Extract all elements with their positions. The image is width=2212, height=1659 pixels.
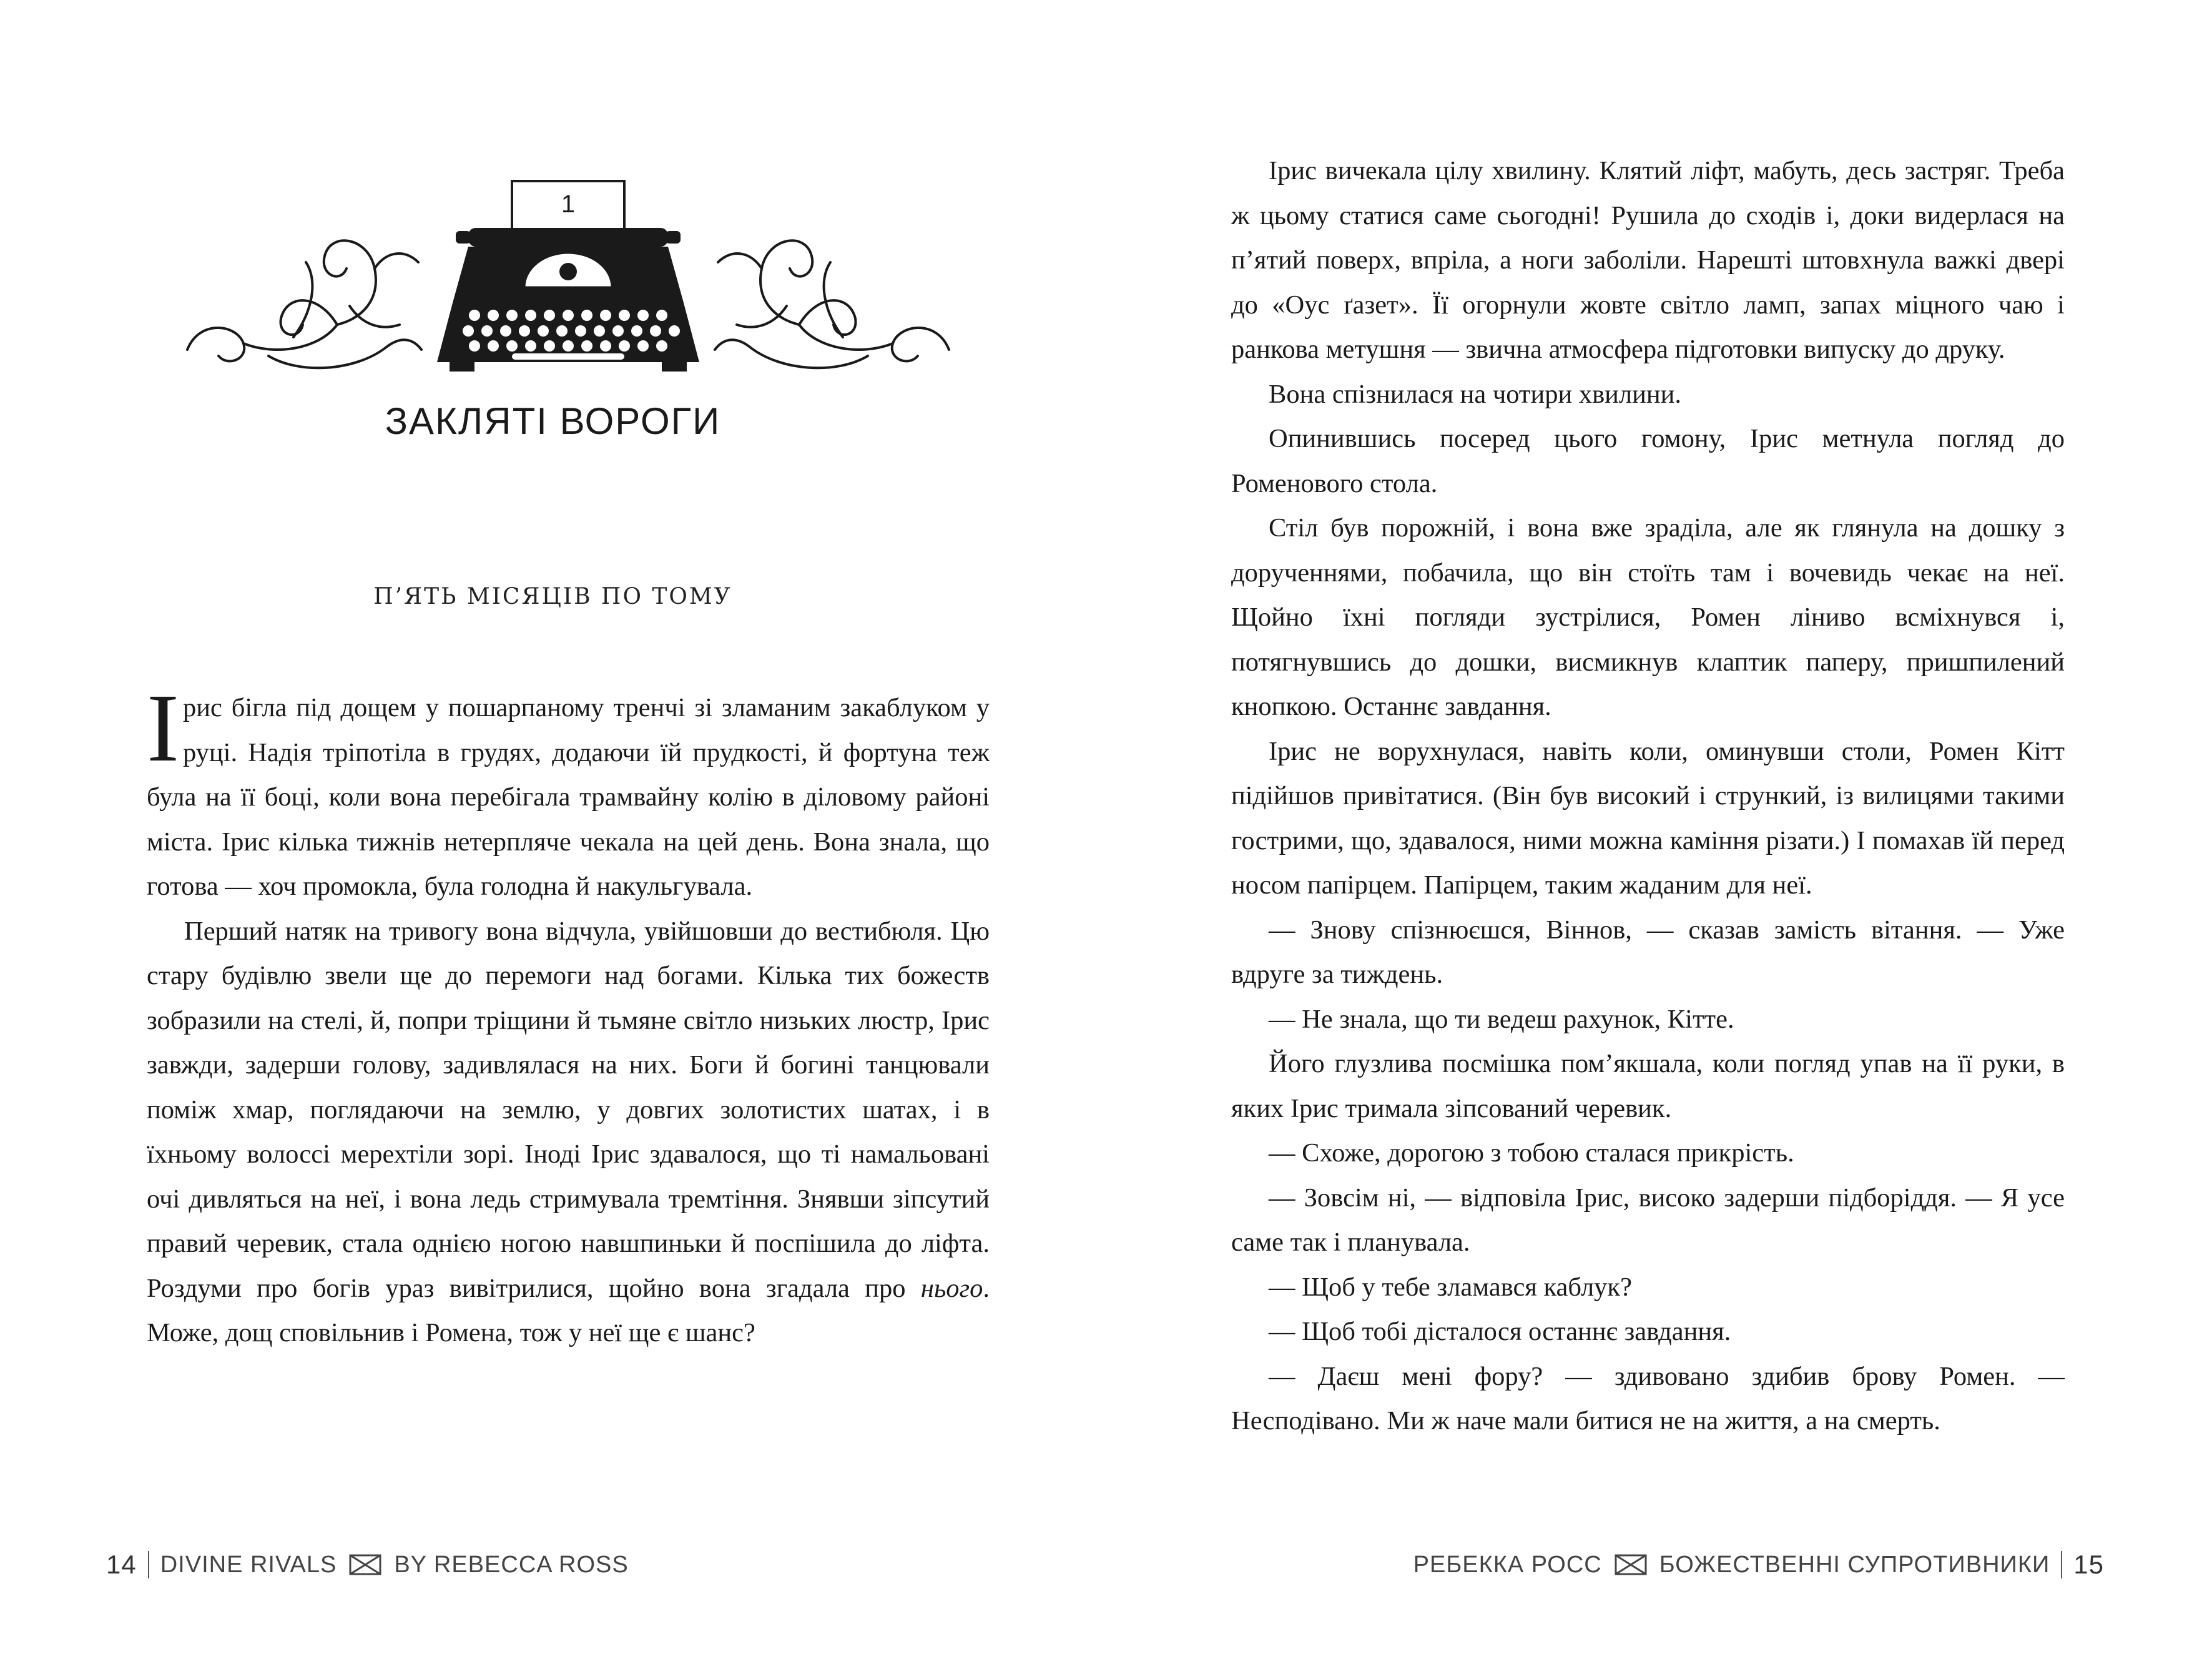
right-body-text — [1231, 149, 2065, 1444]
paragraph: Перший натяк на тривогу вона відчула, увійшовши до вестибюля. Цю стару будівлю звели ще до перемоги над богами. Кілька тих божеств зобразили на стелі, й, попри тріщини й тьмяне світло низьких люстр, Ірис завжди, задерши голову, задивлялася на них. Боги й богині танцювали поміж хмар, поглядаючи на землю, у довгих золотистих шатах, і в їхньому волоссі мерехтіли зорі. Іноді Ірис здавалося, що ті намальовані очі дивляться на неї, і вона ледь стримувала тремтіння. Знявши зіпсутий правий черевик, стала однією ногою навшпиньки й поспішила до ліфта. Роздуми про богів ураз вивітрилися, щойно вона згадала про нього. Може, дощ сповільнив і Ромена, тож у неї ще є шанс? — [147, 916, 990, 1347]
divider — [148, 1551, 149, 1578]
chapter-number: 1 — [561, 190, 576, 218]
left-footer — [106, 1550, 629, 1580]
right-page — [1106, 0, 2212, 1659]
chapter-title: ЗАКЛЯТІ ВОРОГИ — [385, 400, 721, 442]
paragraph: Стіл був порожній, і вона вже зраділа, але як глянула на дошку з дорученнями, побачила, що він стоїть там і вочевидь чекає на неї. Щойно їхні погляди зустрілися, Ромен ліниво всміхнувся і, потягнувшись до дошки, висмикнув клаптик паперу, пришпилений кнопкою. Останнє завдання. — [1231, 513, 2065, 721]
book-title: БОЖЕСТВЕННІ СУПРОТИВНИКИ — [1659, 1551, 2050, 1578]
paragraph: — Схоже, дорогою з тобою сталася прикрість. — [1269, 1138, 1794, 1168]
paragraph: Ірис вичекала цілу хвилину. Клятий ліфт, мабуть, десь застряг. Треба ж цьому статися саме сьогодні! Рушила до сходів і, доки видерлася на п’ятий поверх, впріла, а ноги заболіли. Нарешті штовхнула важкі двері до «Оус ґазет». Її огорнули жовте світло ламп, запах міцного чаю і ранкова метушня — звична атмосфера підготовки випуску до друку. — [1231, 156, 2065, 364]
book-title: DIVINE RIVALS — [160, 1551, 337, 1578]
paragraph: — Щоб тобі дісталося останнє завдання. — [1269, 1317, 1731, 1346]
paragraph: — Щоб у тебе зламався каблук? — [1269, 1272, 1632, 1302]
paragraph: — Знову спізнюєшся, Віннов, — сказав замість вітання. — Уже вдруге за тиждень. — [1231, 915, 2065, 989]
page-number: 14 — [106, 1550, 137, 1579]
italic-word: нього — [920, 1273, 983, 1303]
crossed-quills-envelope-icon — [348, 1552, 383, 1578]
book-author: РЕБЕККА РОСС — [1413, 1551, 1602, 1578]
book-author: BY REBECCA ROSS — [394, 1551, 629, 1578]
dropcap-letter: І — [147, 674, 179, 782]
paragraph: Ірис не ворухнулася, навіть коли, оминувши столи, Ромен Кітт підійшов привітатися. (Він був високий і стрункий, із вилицями такими гострими, що, здавалося, ними можна каміння різати.) І помахав їй перед носом папірцем. Папірцем, таким жаданим для неї. — [1231, 736, 2065, 900]
paragraph: Ірис бігла під дощем у пошарпаному тренчі зі зламаним закаблуком у руці. Надія тріпотіла в грудях, додаючи їй прудкості, й фортуна теж була на її боці, коли вона перебігала трамвайну колію в діловому районі міста. Ірис кілька тижнів нетерпляче чекала на цей день. Вона знала, що готова — хоч промокла, була голодна й накульгувала. — [147, 674, 990, 901]
paragraph: Його глузлива посмішка пом’якшала, коли погляд упав на її руки, в яких Ірис тримала зіпсований черевик. — [1231, 1049, 2065, 1123]
left-body-text — [147, 674, 990, 1356]
paragraph: — Зовсім ні, — відповіла Ірис, високо задерши підборіддя. — Я усе саме так і планувала. — [1231, 1183, 2065, 1257]
typewriter-ornament-icon — [175, 169, 961, 375]
chapter-subtitle: П’ЯТЬ МІСЯЦІВ ПО ТОМУ — [373, 584, 732, 609]
paragraph: Опинившись посеред цього гомону, Ірис метнула погляд до Роменового стола. — [1231, 424, 2065, 498]
paragraph: Вона спізнилася на чотири хвилини. — [1269, 379, 1681, 409]
paragraph: — Не знала, що ти ведеш рахунок, Кітте. — [1269, 1004, 1734, 1034]
right-footer — [1413, 1550, 2104, 1580]
crossed-quills-envelope-icon — [1613, 1552, 1648, 1578]
page-number: 15 — [2073, 1550, 2104, 1579]
paragraph: — Даєш мені фору? — здивовано здибив брову Ромен. — Несподівано. Ми ж наче мали битися не на життя, а на смерть. — [1231, 1361, 2065, 1435]
divider — [2061, 1551, 2062, 1578]
